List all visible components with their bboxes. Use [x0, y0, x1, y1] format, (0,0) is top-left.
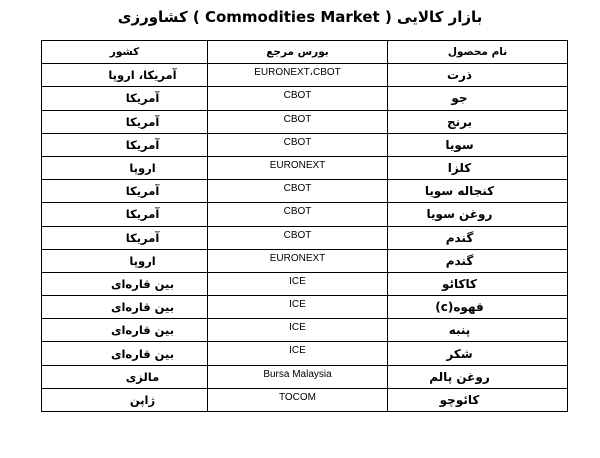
product-cell: روغن سویا [388, 203, 568, 226]
country-cell: اروپا [42, 249, 208, 272]
table-row [42, 365, 568, 388]
country-cell: آمریکا [42, 226, 208, 249]
exchange-cell: CBOT [208, 87, 388, 110]
table-row [42, 110, 568, 133]
table-row [42, 133, 568, 156]
table-row [42, 342, 568, 365]
country-cell: بین قاره‌ای [42, 342, 208, 365]
product-cell: روغن پالم [388, 365, 568, 388]
exchange-cell: ICE [208, 296, 388, 319]
table-header-row [42, 41, 568, 64]
country-cell: ژاپن [42, 388, 208, 411]
table-row [42, 272, 568, 295]
exchange-cell: ICE [208, 342, 388, 365]
exchange-cell: CBOT [208, 226, 388, 249]
header-product: نام محصول [388, 41, 568, 64]
product-cell: شکر [388, 342, 568, 365]
product-cell: سویا [388, 133, 568, 156]
exchange-cell: CBOT [208, 203, 388, 226]
exchange-cell: CBOT [208, 133, 388, 156]
exchange-cell: EURONEXT [208, 249, 388, 272]
table-row [42, 203, 568, 226]
table-row [42, 87, 568, 110]
exchange-cell: TOCOM [208, 388, 388, 411]
exchange-cell: EURONEXT [208, 156, 388, 179]
product-cell: کائوچو [388, 388, 568, 411]
table-row [42, 249, 568, 272]
table-row [42, 156, 568, 179]
country-cell: آمریکا، اروپا [42, 64, 208, 87]
product-cell: پنبه [388, 319, 568, 342]
exchange-cell: ICE [208, 272, 388, 295]
product-cell: قهوه(c) [388, 296, 568, 319]
exchange-cell: EURONEXT،CBOT [208, 64, 388, 87]
commodities-table [41, 40, 568, 412]
product-cell: کاکائو [388, 272, 568, 295]
country-cell: آمریکا [42, 133, 208, 156]
product-cell: ذرت [388, 64, 568, 87]
exchange-cell: CBOT [208, 180, 388, 203]
table-row [42, 319, 568, 342]
country-cell: آمریکا [42, 180, 208, 203]
country-cell: بین قاره‌ای [42, 296, 208, 319]
country-cell: آمریکا [42, 203, 208, 226]
table-row [42, 180, 568, 203]
country-cell: مالزی [42, 365, 208, 388]
country-cell: آمریکا [42, 110, 208, 133]
country-cell: آمریکا [42, 87, 208, 110]
header-country: کشور [42, 41, 208, 64]
exchange-cell: Bursa Malaysia [208, 365, 388, 388]
product-cell: برنج [388, 110, 568, 133]
table-row [42, 226, 568, 249]
product-cell: جو [388, 87, 568, 110]
table-row [42, 64, 568, 87]
page-title: بازار کالایی ( Commodities Market ) کشاورزی [117, 8, 483, 26]
country-cell: بین قاره‌ای [42, 319, 208, 342]
product-cell: گندم [388, 249, 568, 272]
product-cell: کنجاله سویا [388, 180, 568, 203]
product-cell: کلزا [388, 156, 568, 179]
exchange-cell: ICE [208, 319, 388, 342]
table-row [42, 388, 568, 411]
exchange-cell: CBOT [208, 110, 388, 133]
product-cell: گندم [388, 226, 568, 249]
country-cell: اروپا [42, 156, 208, 179]
table-row [42, 296, 568, 319]
header-exchange: بورس مرجع [208, 41, 388, 64]
country-cell: بین قاره‌ای [42, 272, 208, 295]
